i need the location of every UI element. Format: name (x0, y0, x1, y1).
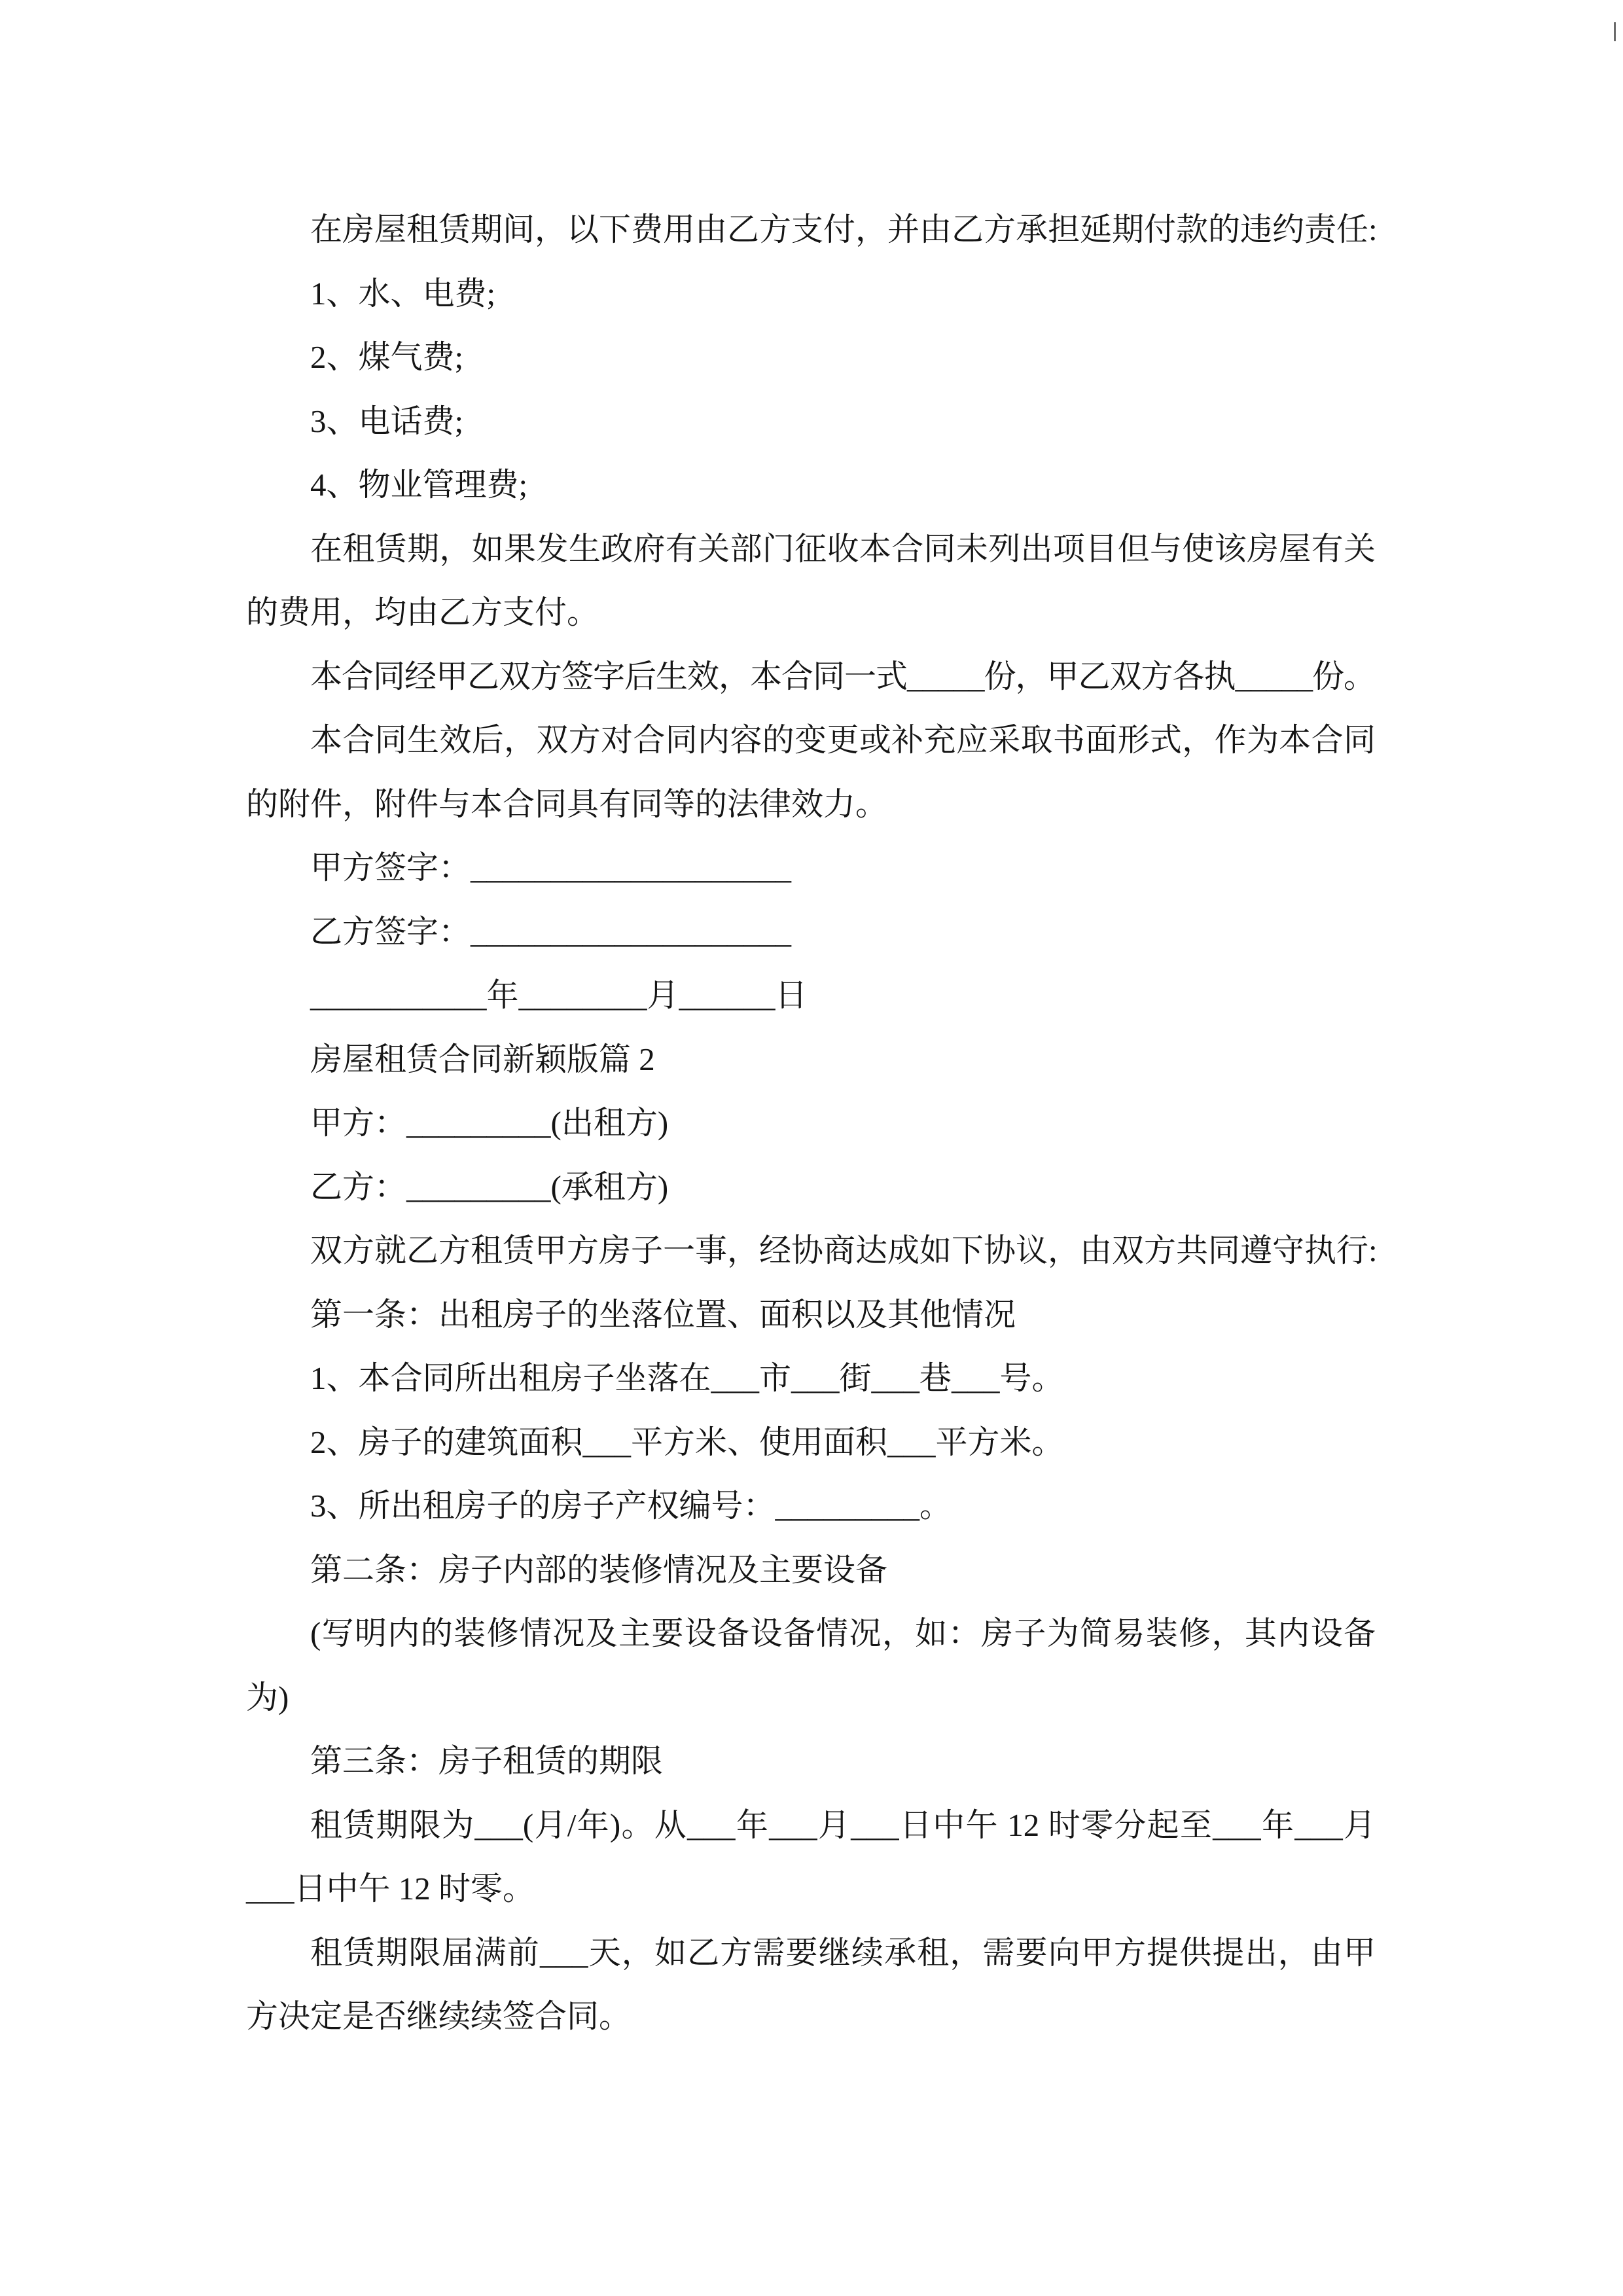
paragraph-line: ___________年________月______日 (310, 977, 808, 1013)
fee-item-phone (246, 389, 1376, 454)
party-b-signature-line (246, 900, 1376, 964)
fee-item-utilities (246, 262, 1376, 326)
paragraph-line: 乙方：_________(承租方) (310, 1168, 669, 1205)
party-a-signature-line (246, 836, 1376, 900)
paragraph-line: 的费用，均由乙方支付。 (246, 594, 599, 630)
paragraph-line: 双方就乙方租赁甲方房子一事，经协商达成如下协议，由双方共同遵守执行: (310, 1232, 1378, 1268)
paragraph-line: 3、所出租房子的房子产权编号：_________。 (310, 1488, 952, 1524)
paragraph-line: (写明内的装修情况及主要设备设备情况，如：房子为简易装修，其内设备 (310, 1615, 1376, 1651)
property-address-item (246, 1346, 1376, 1410)
paragraph-line: 3、电话费; (310, 403, 464, 439)
party-b-lessee-line (246, 1155, 1376, 1219)
extra-fees-paragraph (246, 517, 1376, 645)
amendments-clause (246, 708, 1376, 836)
paragraph-line: 甲方：_________(出租方) (310, 1105, 669, 1141)
signing-date-line (246, 963, 1376, 1028)
paragraph-line: 本合同经甲乙双方签字后生效，本合同一式_____份，甲乙双方各执_____份。 (310, 658, 1376, 694)
paragraph-line: 第三条：房子租赁的期限 (310, 1743, 664, 1779)
paragraph-line: 方决定是否继续续签合同。 (246, 1998, 632, 2034)
furnishing-note (246, 1602, 1376, 1729)
paragraph-line: 乙方签字：____________________ (310, 913, 792, 950)
article-3-heading (246, 1729, 1376, 1793)
fees-intro-paragraph (246, 198, 1376, 262)
paragraph-line: 租赁期限届满前___天，如乙方需要继续承租，需要向甲方提供提出，由甲 (310, 1934, 1376, 1971)
copies-clause (246, 645, 1376, 709)
contract-section-title (246, 1028, 1376, 1092)
paragraph-line: 在租赁期，如果发生政府有关部门征收本合同未列出项目但与使该房屋有关 (310, 530, 1376, 567)
paragraph-line: 2、房子的建筑面积___平方米、使用面积___平方米。 (310, 1424, 1064, 1460)
property-area-item (246, 1410, 1376, 1475)
fee-item-property-management (246, 453, 1376, 517)
paragraph-line: ___日中午 12 时零。 (246, 1871, 535, 1907)
paragraph-line: 1、本合同所出租房子坐落在___市___街___巷___号。 (310, 1360, 1064, 1396)
paragraph-line: 2、煤气费; (310, 339, 464, 375)
paragraph-line: 房屋租赁合同新颖版篇 2 (310, 1041, 655, 1077)
party-a-lessor-line (246, 1091, 1376, 1155)
paragraph-line: 1、水、电费; (310, 275, 496, 312)
paragraph-line: 甲方签字：____________________ (310, 850, 792, 886)
agreement-preamble (246, 1219, 1376, 1283)
renewal-clause (246, 1921, 1376, 2049)
article-1-heading (246, 1283, 1376, 1347)
property-title-number-item (246, 1474, 1376, 1538)
article-2-heading (246, 1538, 1376, 1602)
document-body (246, 198, 1376, 2049)
paragraph-line: 为) (246, 1679, 289, 1715)
scan-artifact (1614, 22, 1616, 41)
paragraph-line: 在房屋租赁期间，以下费用由乙方支付，并由乙方承担延期付款的违约责任: (310, 211, 1378, 247)
paragraph-line: 第二条：房子内部的装修情况及主要设备 (310, 1551, 888, 1588)
paragraph-line: 4、物业管理费; (310, 467, 528, 503)
lease-term-clause (246, 1793, 1376, 1921)
paragraph-line: 第一条：出租房子的坐落位置、面积以及其他情况 (310, 1296, 1016, 1333)
paragraph-line: 租赁期限为___(月/年)。从___年___月___日中午 12 时零分起至___年___月 (310, 1806, 1376, 1843)
paragraph-line: 的附件，附件与本合同具有同等的法律效力。 (246, 785, 888, 822)
fee-item-gas (246, 325, 1376, 389)
paragraph-line: 本合同生效后，双方对合同内容的变更或补充应采取书面形式，作为本合同 (310, 722, 1376, 758)
